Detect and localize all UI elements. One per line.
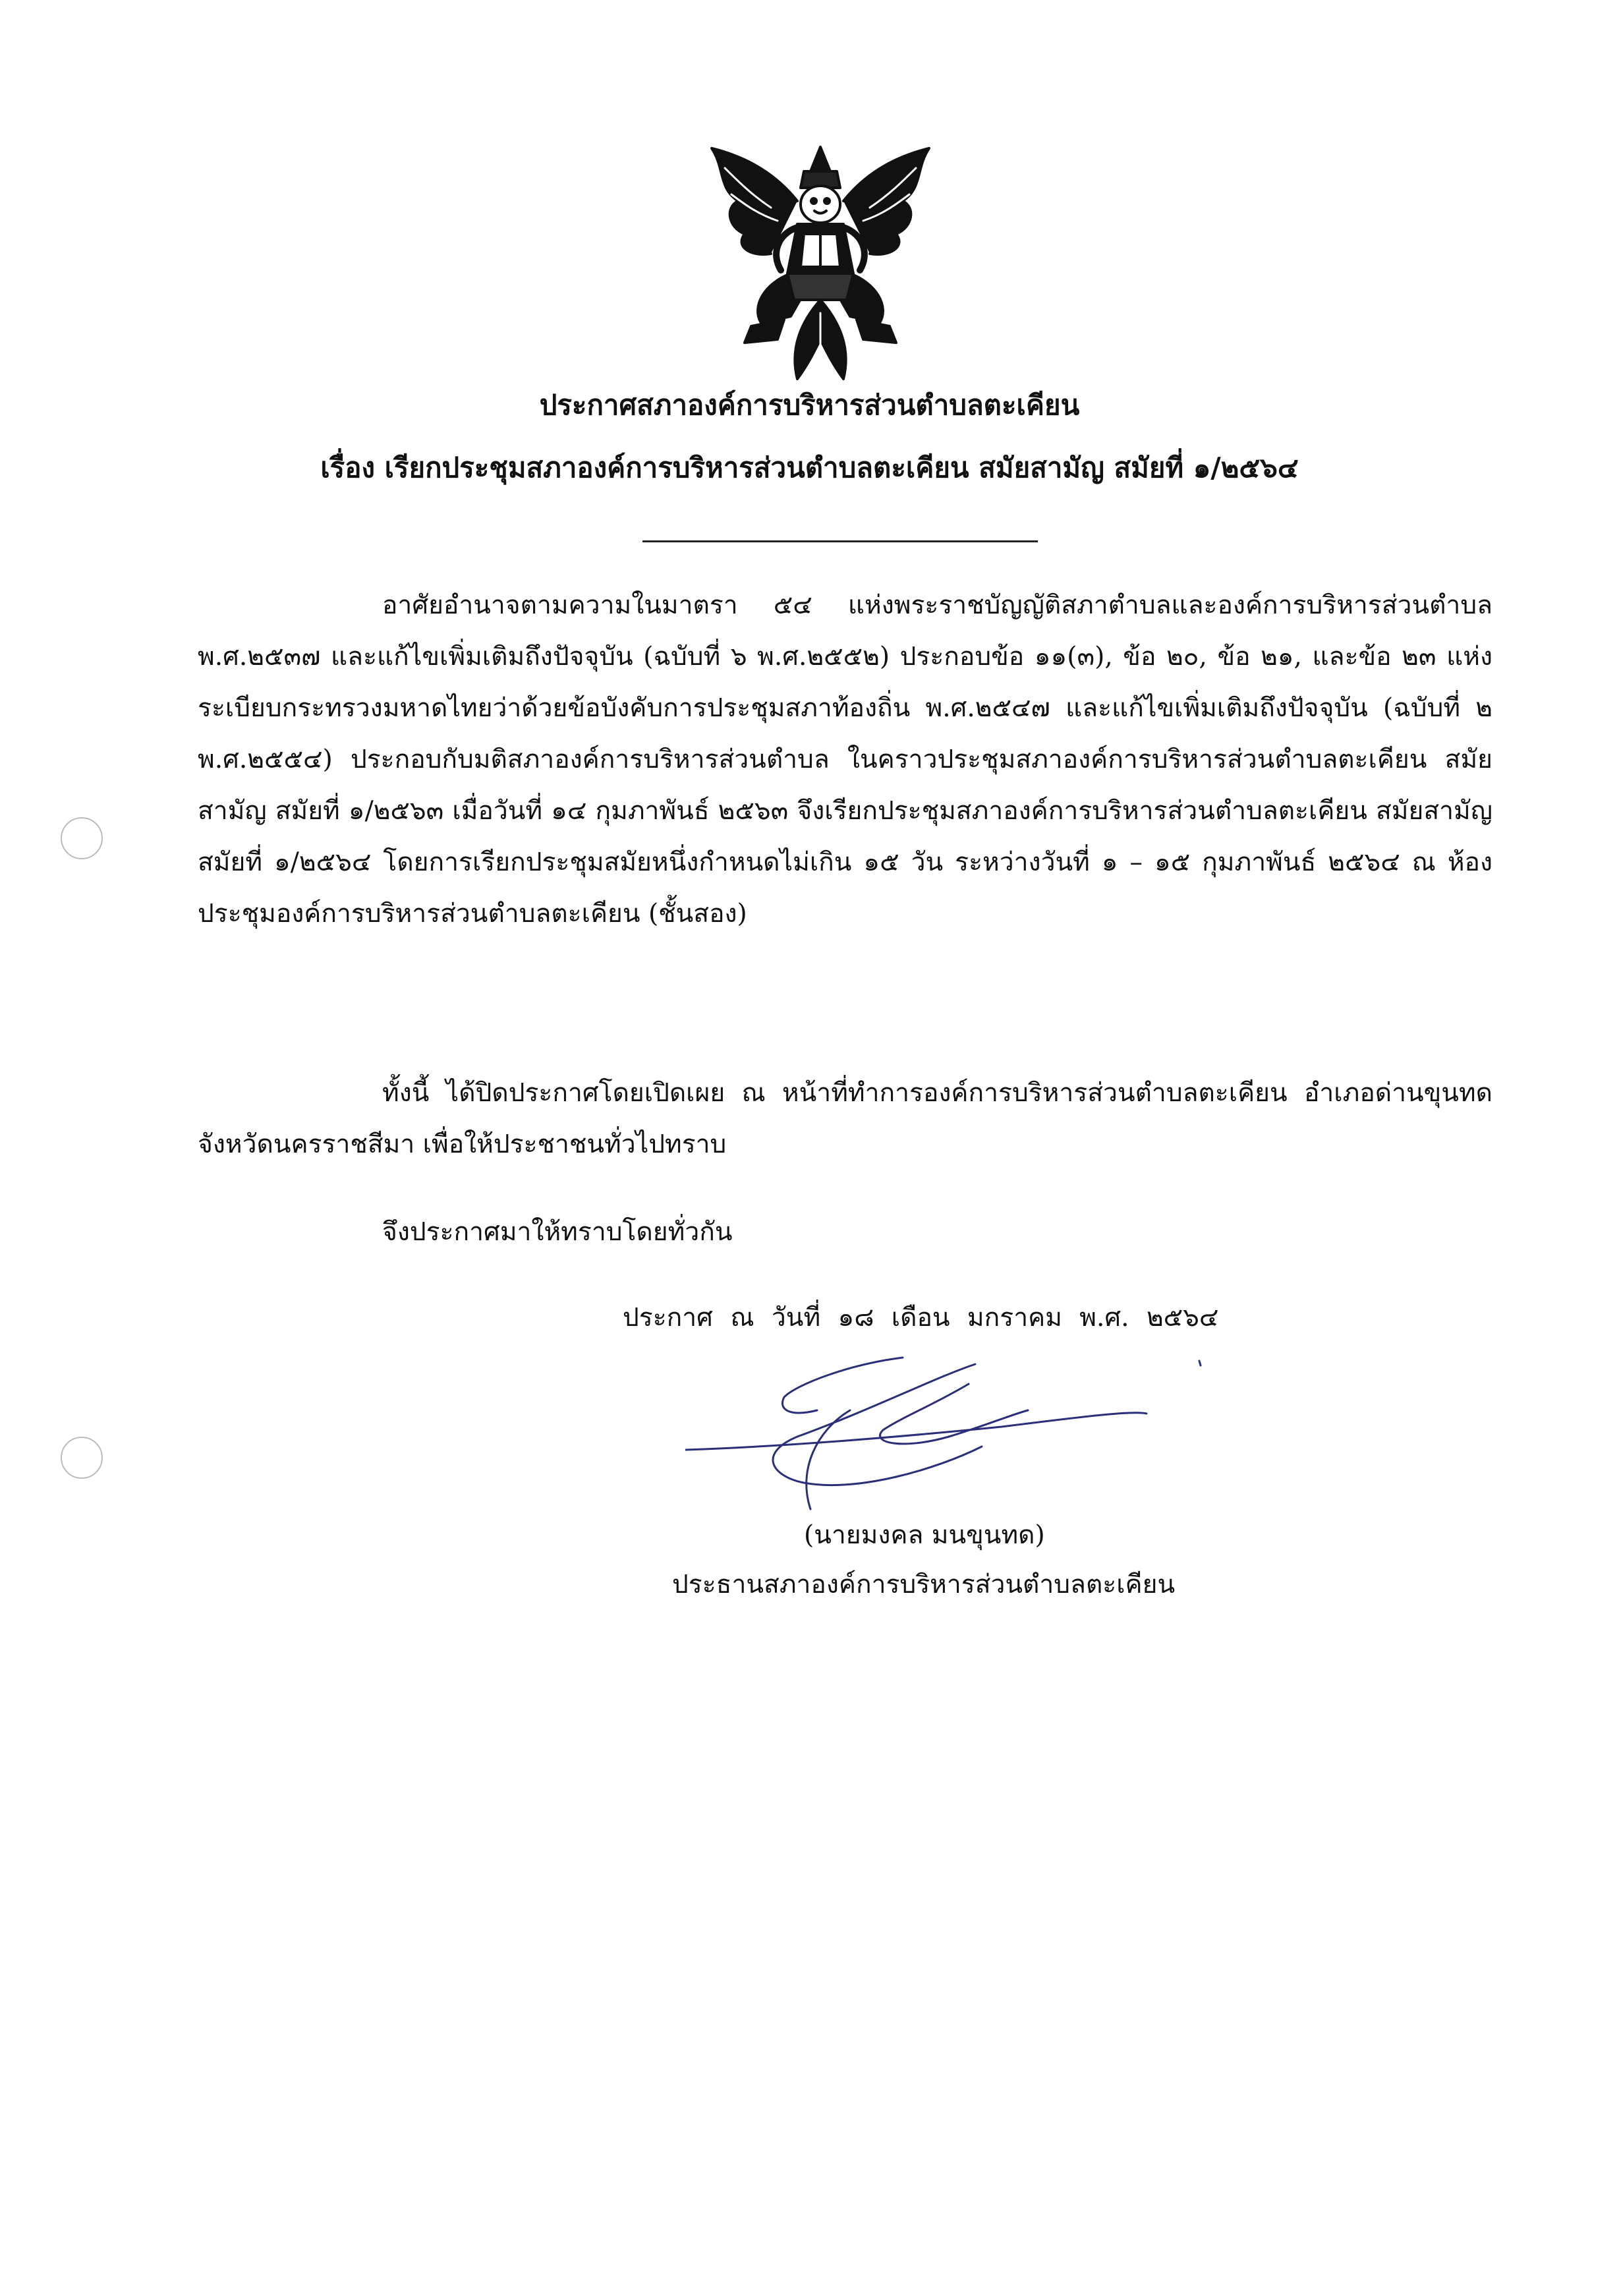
closing-statement: จึงประกาศมาให้ทราบโดยทั่วกัน [382,1217,733,1247]
announcement-date: ประกาศ ณ วันที่ ๑๘ เดือน มกราคม พ.ศ. ๒๕๖๔ [623,1303,1219,1333]
binder-hole [61,817,103,859]
signer-position: ประธานสภาองค์การบริหารส่วนตำบลตะเคียน [672,1570,1176,1599]
announcement-subject: เรื่อง เรียกประชุมสภาองค์การบริหารส่วนตำบลตะเคียน สมัยสามัญ สมัยที่ ๑/๒๕๖๔ [320,451,1299,484]
body-paragraph: อาศัยอำนาจตามความในมาตรา ๕๔ แห่งพระราชบัญญัติสภาตำบลและองค์การบริหารส่วนตำบล พ.ศ.๒๕๓๗ และแก้ไขเพิ่มเติมถึงปัจจุบัน (ฉบับที่ ๖ พ.ศ.๒๕๕๒) ประกอบข้อ ๑๑(๓), ข้อ ๒๐, ข้อ ๒๑, และข้อ ๒๓ แห่งระเบียบกระทรวงมหาดไทยว่าด้วยข้อบังคับการประชุมสภาท้องถิ่น พ.ศ.๒๕๔๗ และแก้ไขเพิ่มเติมถึงปัจจุบัน (ฉบับที่ ๒ พ.ศ.๒๕๕๔) ประกอบกับมติสภาองค์การบริหารส่วนตำบล ในคราวประชุมสภาองค์การบริหารส่วนตำบลตะเคียน สมัยสามัญ สมัยที่ ๑/๒๕๖๓ เมื่อวันที่ ๑๔ กุมภาพันธ์ ๒๕๖๓ จึงเรียกประชุมสภาองค์การบริหารส่วนตำบลตะเคียน สมัยสามัญ สมัยที่ ๑/๒๕๖๔ โดยการเรียกประชุมสมัยหนึ่งกำหนดไม่เกิน ๑๕ วัน ระหว่างวันที่ ๑ – ๑๕ กุมภาพันธ์ ๒๕๖๔ ณ ห้องประชุมองค์การบริหารส่วนตำบลตะเคียน (ชั้นสอง) [198,590,1492,929]
title-divider [642,540,1038,542]
announcement-title: ประกาศสภาองค์การบริหารส่วนตำบลตะเคียน [539,389,1080,421]
binder-hole [61,1437,103,1479]
garuda-emblem-icon [698,142,942,389]
handwritten-signature [685,1338,1226,1516]
posting-paragraph: ทั้งนี้ ได้ปิดประกาศโดยเปิดเผย ณ หน้าที่ทำการองค์การบริหารส่วนตำบลตะเคียน อำเภอด่านขุนทด จังหวัดนครราชสีมา เพื่อให้ประชาชนทั่วไปทราบ [198,1078,1492,1159]
signer-name: (นายมงคล มนขุนทด) [804,1520,1045,1550]
